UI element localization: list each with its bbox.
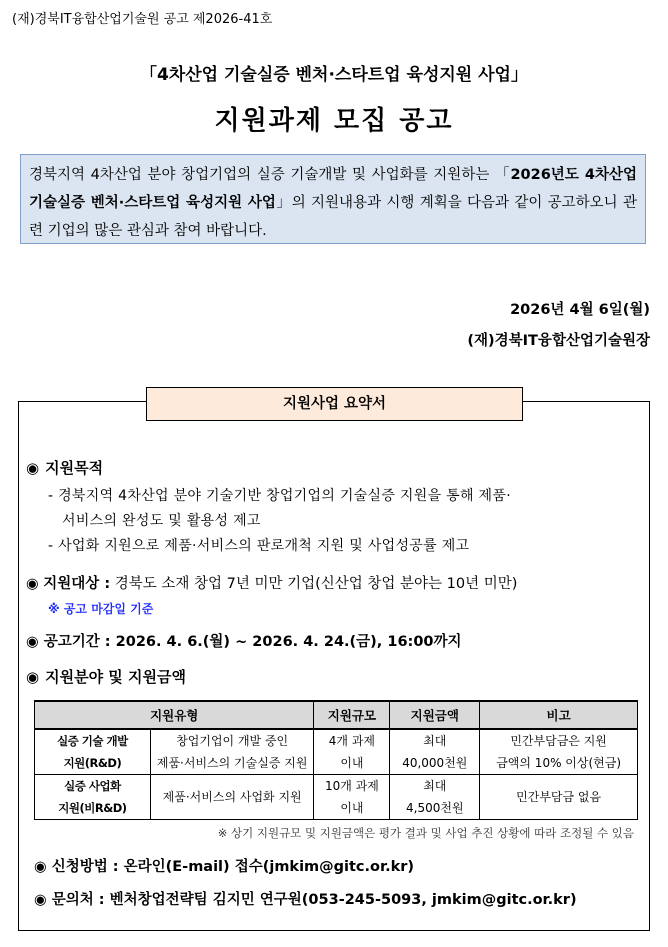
- table-header-row: [35, 701, 638, 729]
- section-target: [26, 572, 517, 593]
- target-text: 경북도 소재 창업 7년 미만 기업(신산업 창업 분야는 10년 미만): [110, 576, 518, 592]
- intro-box: [20, 154, 646, 244]
- intro-text-1: 경북지역 4차산업 분야 창업기업의 실증 기술개발 및 사업화를 지원하는 「: [29, 167, 511, 183]
- purpose-title: 지원목적: [45, 459, 104, 477]
- table-footnote: ※ 상기 지원규모 및 지원금액은 평가 결과 및 사업 추진 상황에 따라 조정될 수 있음: [217, 826, 634, 840]
- type-cell: 실증 사업화 지원(비R&D): [35, 775, 151, 820]
- target-label: 지원대상 :: [43, 576, 111, 592]
- scale-cell: 10개 과제 이내: [314, 775, 390, 820]
- amount-cell: 최대 40,000천원: [390, 729, 480, 775]
- title-program: 「4차산업 기술실증 벤처·스타트업 육성지원 사업」: [140, 65, 528, 85]
- bullet-icon: ◉: [26, 668, 40, 686]
- target-note: ※ 공고 마감일 기준: [48, 602, 154, 616]
- support-table: [34, 700, 638, 820]
- table-header: 지원규모: [314, 701, 390, 729]
- purpose-item-1-cont: 서비스의 완성도 및 활용성 제고: [62, 513, 261, 529]
- issuer-org: (재)경북IT융합산업기술원장: [467, 333, 650, 349]
- summary-title: 지원사업 요약서: [146, 387, 523, 421]
- apply-method: ◉ 신청방법 : 온라인(E-mail) 접수(jmkim@gitc.or.kr): [34, 859, 415, 875]
- table-header: 지원금액: [390, 701, 480, 729]
- scale-cell: 4개 과제 이내: [314, 729, 390, 775]
- table-header: 지원유형: [35, 701, 314, 729]
- intro-text-2: 」의 지원내용과 시행 계획을 다음과 같이 공고하오니 관련 기업의 많은 관심과 참여 바랍니다.: [29, 195, 637, 239]
- intro-program-name: 2026년도 4차산업 기술실증 벤처·스타트업 육성지원 사업: [29, 167, 637, 211]
- table-row: [35, 729, 638, 775]
- bullet-icon: ◉: [26, 459, 40, 477]
- table-header: 비고: [480, 701, 638, 729]
- section-period: [26, 630, 462, 651]
- bullet-icon: ◉: [26, 576, 39, 592]
- contact-info: ◉ 문의처 : 벤처창업전략팀 김지민 연구원(053-245-5093, jmkim@gitc.or.kr): [34, 892, 577, 908]
- page-title: 지원과제 모집 공고: [214, 106, 454, 136]
- field-title: 지원분야 및 지원금액: [45, 668, 186, 686]
- section-field: [26, 666, 186, 687]
- purpose-item-1: - 경북지역 4차산업 분야 기술기반 창업기업의 기술실증 지원을 통해 제품·: [48, 488, 511, 504]
- type-cell: 실증 기술 개발 지원(R&D): [35, 729, 151, 775]
- notice-number: (재)경북IT융합산업기술원 공고 제2026-41호: [12, 12, 273, 27]
- note-cell: 민간부담금은 지원 금액의 10% 이상(현금): [480, 729, 638, 775]
- bullet-icon: ◉: [26, 634, 39, 650]
- desc-cell: 제품·서비스의 사업화 지원: [150, 775, 314, 820]
- purpose-item-2: - 사업화 지원으로 제품·서비스의 판로개척 지원 및 사업성공률 제고: [48, 538, 470, 554]
- period-text: 공고기간 : 2026. 4. 6.(월) ~ 2026. 4. 24.(금), 16:00까지: [43, 634, 462, 650]
- notice-date: 2026년 4월 6일(월): [510, 302, 650, 318]
- amount-cell: 최대 4,500천원: [390, 775, 480, 820]
- desc-cell: 창업기업이 개발 중인 제품·서비스의 기술실증 지원: [150, 729, 314, 775]
- table-row: [35, 775, 638, 820]
- note-cell: 민간부담금 없음: [480, 775, 638, 820]
- section-purpose: [26, 457, 103, 478]
